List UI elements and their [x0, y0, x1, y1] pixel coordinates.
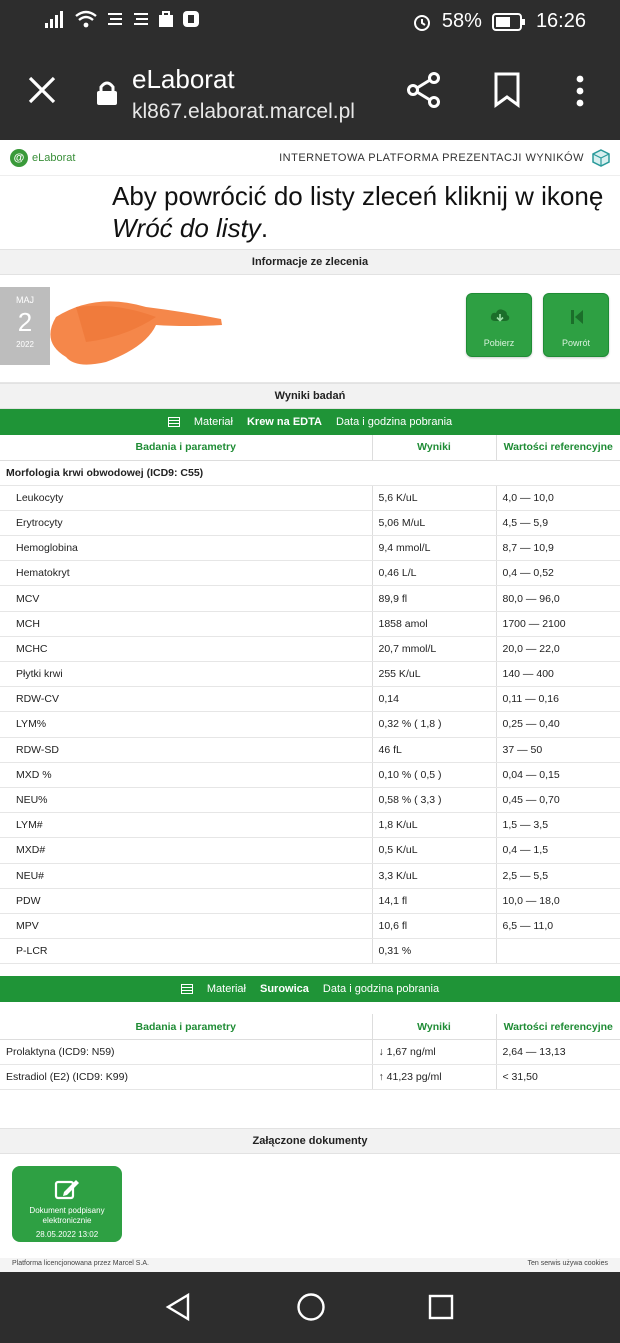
table-row: [0, 636, 620, 661]
site-footer: [0, 1258, 620, 1272]
alarm-icon: [412, 12, 432, 32]
param-name: Erytrocyty: [0, 510, 372, 535]
share-icon[interactable]: [406, 72, 442, 108]
result-value: 0,58 % ( 3,3 ): [372, 787, 496, 812]
close-icon[interactable]: [26, 74, 58, 106]
result-value: 0,5 K/uL: [372, 838, 496, 863]
order-section-title: Informacje ze zlecenia: [0, 249, 620, 275]
reference-range: 0,25 — 0,40: [496, 712, 620, 737]
result-value: 10,6 fl: [372, 913, 496, 938]
result-value: 0,32 % ( 1,8 ): [372, 712, 496, 737]
table-row: [0, 838, 620, 863]
status-icons-left: [44, 10, 200, 28]
table-row: [0, 913, 620, 938]
result-value: 1858 amol: [372, 611, 496, 636]
logo-badge: @: [10, 149, 28, 167]
reference-range: 140 — 400: [496, 662, 620, 687]
platform-text: INTERNETOWA PLATFORMA PREZENTACJI WYNIKÓW: [279, 151, 584, 164]
document-date: 28.05.2022 13:02: [35, 1230, 99, 1240]
download-button[interactable]: [466, 293, 532, 357]
reference-range: 80,0 — 96,0: [496, 586, 620, 611]
result-value: 0,10 % ( 0,5 ): [372, 762, 496, 787]
result-value: 255 K/uL: [372, 662, 496, 687]
back-notice: [0, 176, 620, 249]
back-label: Powrót: [561, 338, 590, 348]
status-bar: [0, 0, 620, 44]
site-logo[interactable]: [10, 149, 75, 167]
table-row: [0, 762, 620, 787]
result-value: ↑ 41,23 pg/ml: [372, 1064, 496, 1089]
collection-date-label: Data i godzina pobrania: [322, 983, 440, 996]
notice-text-before: Aby powrócić do listy zleceń kliknij w ikonę: [112, 181, 604, 211]
table-header-row: [0, 435, 620, 460]
table-row: [0, 536, 620, 561]
table-row: [0, 485, 620, 510]
reference-range: 0,04 — 0,15: [496, 762, 620, 787]
web-page: [0, 140, 620, 1258]
table-row: [0, 611, 620, 636]
table-row: [0, 939, 620, 964]
material-label: Materiał: [206, 983, 246, 996]
param-name: Prolaktyna (ICD9: N59): [0, 1039, 372, 1064]
results-section-title: Wyniki badań: [0, 383, 620, 409]
param-name: MXD %: [0, 762, 372, 787]
table-row: [0, 787, 620, 812]
notification-lines-icon: [106, 10, 124, 28]
reference-range: 1700 — 2100: [496, 611, 620, 636]
battery-icon: [492, 13, 526, 31]
reference-range: 37 — 50: [496, 737, 620, 762]
back-button[interactable]: [543, 293, 609, 357]
documents-area: [0, 1154, 620, 1254]
param-name: Leukocyty: [0, 485, 372, 510]
reference-range: 2,64 — 13,13: [496, 1039, 620, 1064]
reference-range: 10,0 — 18,0: [496, 888, 620, 913]
system-navigation-bar: [0, 1272, 620, 1343]
lock-icon: [96, 80, 118, 106]
column-header-ref: Wartości referencyjne: [496, 1014, 620, 1039]
material-name: Krew na EDTA: [246, 416, 322, 428]
date-month: MAJ: [16, 295, 34, 305]
status-icons-right: [412, 10, 586, 33]
app-notification-icon: [182, 10, 200, 28]
reference-range: 8,7 — 10,9: [496, 536, 620, 561]
reference-range: 1,5 — 3,5: [496, 813, 620, 838]
result-value: 5,06 M/uL: [372, 510, 496, 535]
param-name: MPV: [0, 913, 372, 938]
reference-range: 4,5 — 5,9: [496, 510, 620, 535]
bookmark-icon[interactable]: [493, 72, 521, 108]
param-name: RDW-SD: [0, 737, 372, 762]
signal-icon: [44, 10, 66, 28]
material-bar-edta: [0, 409, 620, 435]
clock: 16:26: [535, 10, 586, 32]
footer-cookies[interactable]: Ten serwis używa cookies: [527, 1260, 608, 1267]
home-circle-icon[interactable]: [296, 1292, 326, 1322]
date-year: 2022: [16, 340, 34, 349]
platform-title: [279, 149, 610, 167]
result-value: 46 fL: [372, 737, 496, 762]
result-value: 0,14: [372, 687, 496, 712]
table-row: [0, 863, 620, 888]
results-table-serum: [0, 1014, 620, 1090]
cloud-download-icon: [490, 308, 510, 326]
spacer: [0, 1090, 620, 1128]
reference-range: 0,4 — 0,52: [496, 561, 620, 586]
reference-range: < 31,50: [496, 1064, 620, 1089]
table-row: [0, 813, 620, 838]
material-label: Materiał: [193, 416, 233, 428]
material-name: Surowica: [260, 983, 309, 996]
result-value: ↓ 1,67 ng/ml: [372, 1039, 496, 1064]
page-title[interactable]: eLaborat: [132, 64, 235, 94]
reference-range: 0,11 — 0,16: [496, 687, 620, 712]
result-value: 20,7 mmol/L: [372, 636, 496, 661]
reference-range: 6,5 — 11,0: [496, 913, 620, 938]
result-value: 5,6 K/uL: [372, 485, 496, 510]
column-header-ref: Wartości referencyjne: [496, 435, 620, 460]
logo-text: eLaborat: [32, 151, 76, 164]
battery-percent: 58%: [441, 10, 482, 32]
table-row: [0, 687, 620, 712]
param-name: NEU%: [0, 787, 372, 812]
cube-icon: [592, 149, 610, 167]
param-name: NEU#: [0, 863, 372, 888]
column-header-result: Wyniki: [372, 435, 496, 460]
document-label: Dokument podpisany elektronicznie: [29, 1206, 105, 1226]
param-name: P-LCR: [0, 939, 372, 964]
reference-range: 2,5 — 5,5: [496, 863, 620, 888]
back-triangle-icon[interactable]: [164, 1292, 192, 1322]
redaction-scribble: [36, 287, 226, 377]
reference-range: 0,4 — 1,5: [496, 838, 620, 863]
spacer: [0, 1002, 620, 1014]
material-bar-serum: [0, 976, 620, 1002]
recents-square-icon[interactable]: [428, 1294, 454, 1320]
param-name: Hemoglobina: [0, 536, 372, 561]
results-table-blood: [0, 435, 620, 964]
table-row: [0, 1039, 620, 1064]
reference-range: 4,0 — 10,0: [496, 485, 620, 510]
collection-date-label: Data i godzina pobrania: [335, 416, 453, 428]
param-name: LYM%: [0, 712, 372, 737]
param-name: MCV: [0, 586, 372, 611]
table-icon: [168, 417, 180, 427]
documents-section-title: Załączone dokumenty: [0, 1128, 620, 1154]
url-host[interactable]: kl867.elaborat.marcel.pl: [132, 100, 355, 123]
notification-lines-icon: [132, 10, 150, 28]
date-day: 2: [17, 307, 33, 337]
group-title: Morfologia krwi obwodowej (ICD9: C55): [0, 460, 620, 485]
result-value: 89,9 fl: [372, 586, 496, 611]
download-label: Pobierz: [483, 338, 515, 348]
param-name: MCHC: [0, 636, 372, 661]
column-header-param: Badania i parametry: [0, 435, 372, 460]
table-row: [0, 712, 620, 737]
table-icon: [181, 984, 193, 994]
table-row: [0, 1064, 620, 1089]
menu-icon[interactable]: [573, 74, 587, 108]
wifi-icon: [74, 10, 98, 28]
column-header-param: Badania i parametry: [0, 1014, 372, 1039]
table-row: [0, 586, 620, 611]
result-value: 0,31 %: [372, 939, 496, 964]
table-row: [0, 737, 620, 762]
skip-back-icon: [567, 308, 587, 326]
table-header-row: [0, 1014, 620, 1039]
group-row: [0, 460, 620, 485]
column-header-result: Wyniki: [372, 1014, 496, 1039]
notice-text-after: .: [260, 213, 269, 243]
order-info: [0, 275, 620, 383]
param-name: RDW-CV: [0, 687, 372, 712]
table-row: [0, 662, 620, 687]
param-name: MCH: [0, 611, 372, 636]
param-name: Estradiol (E2) (ICD9: K99): [0, 1064, 372, 1089]
result-value: 9,4 mmol/L: [372, 536, 496, 561]
browser-toolbar: [0, 44, 620, 140]
table-row: [0, 888, 620, 913]
param-name: Hematokryt: [0, 561, 372, 586]
result-value: 1,8 K/uL: [372, 813, 496, 838]
site-header: [0, 140, 620, 176]
edit-icon: [54, 1178, 80, 1200]
result-value: 3,3 K/uL: [372, 863, 496, 888]
signed-document-button[interactable]: [12, 1166, 122, 1242]
param-name: LYM#: [0, 813, 372, 838]
result-value: 0,46 L/L: [372, 561, 496, 586]
param-name: PDW: [0, 888, 372, 913]
table-row: [0, 561, 620, 586]
footer-license: Platforma licencjonowana przez Marcel S.A.: [12, 1260, 149, 1267]
result-value: 14,1 fl: [372, 888, 496, 913]
param-name: Płytki krwi: [0, 662, 372, 687]
reference-range: [496, 939, 620, 964]
reference-range: 20,0 — 22,0: [496, 636, 620, 661]
notice-link-text: Wróć do listy: [112, 213, 261, 243]
reference-range: 0,45 — 0,70: [496, 787, 620, 812]
table-row: [0, 510, 620, 535]
param-name: MXD#: [0, 838, 372, 863]
shopping-bag-icon: [158, 10, 174, 28]
